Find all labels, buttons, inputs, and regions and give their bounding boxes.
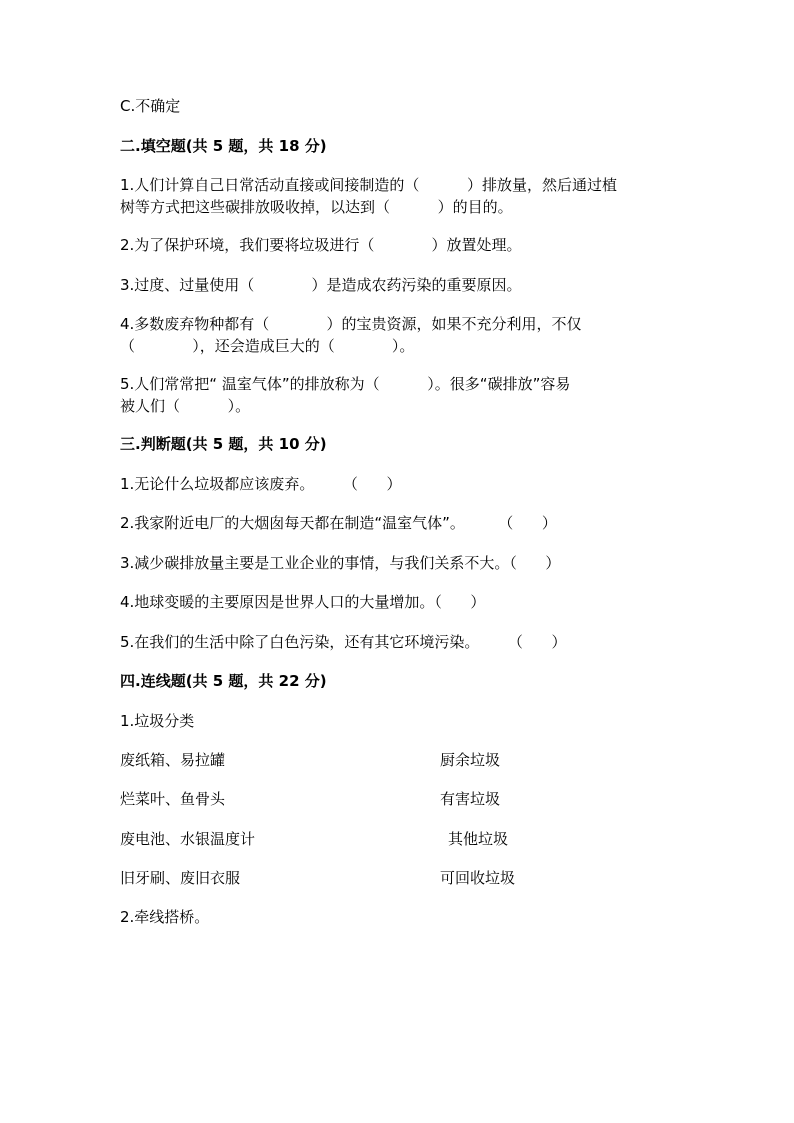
matching-left-item-1: 废纸箱、易拉罐 — [120, 751, 226, 769]
fill-question-3: 3.过度、过量使用（ ）是造成农药污染的重要原因。 — [120, 276, 522, 294]
judgement-question-5: 5.在我们的生活中除了白色污染，还有其它环境污染。 （ ） — [120, 633, 567, 651]
judgement-question-3: 3.减少碳排放量主要是工业企业的事情，与我们关系不大。（ ） — [120, 554, 561, 572]
previous-option-c: C.不确定 — [120, 97, 181, 115]
judgement-question-4: 4.地球变暖的主要原因是世界人口的大量增加。（ ） — [120, 593, 486, 611]
matching-right-item-3: 其他垃圾 — [448, 830, 509, 848]
fill-question-2: 2.为了保护环境，我们要将垃圾进行（ ）放置处理。 — [120, 236, 522, 254]
matching-right-item-1: 厨余垃圾 — [440, 751, 501, 769]
matching-question-2-title: 2.牵线搭桥。 — [120, 908, 210, 926]
section-matching-heading: 四.连线题(共 5 题，共 22 分) — [120, 672, 327, 690]
fill-question-1-line-2: 树等方式把这些碳排放吸收掉，以达到（ ）的目的。 — [120, 198, 513, 216]
judgement-question-2: 2.我家附近电厂的大烟囱每天都在制造“温室气体”。 （ ） — [120, 514, 557, 532]
fill-question-5-line-2: 被人们（ ）。 — [120, 397, 251, 415]
fill-question-4-line-1: 4.多数废弃物种都有（ ）的宝贵资源，如果不充分利用，不仅 — [120, 315, 582, 333]
matching-left-item-3: 废电池、水银温度计 — [120, 830, 256, 848]
judgement-question-1: 1.无论什么垃圾都应该废弃。 （ ） — [120, 475, 402, 493]
fill-question-4-line-2: （ ），还会造成巨大的（ ）。 — [120, 337, 415, 355]
matching-right-item-4: 可回收垃圾 — [440, 869, 516, 887]
section-fill-in-heading: 二.填空题(共 5 题，共 18 分) — [120, 137, 327, 155]
matching-right-item-2: 有害垃圾 — [440, 790, 501, 808]
fill-question-1-line-1: 1.人们计算自己日常活动直接或间接制造的（ ）排放量，然后通过植 — [120, 176, 617, 194]
matching-left-item-2: 烂菜叶、鱼骨头 — [120, 790, 226, 808]
matching-left-item-4: 旧牙刷、废旧衣服 — [120, 869, 241, 887]
section-judgement-heading: 三.判断题(共 5 题，共 10 分) — [120, 435, 327, 453]
fill-question-5-line-1: 5.人们常常把“ 温室气体”的排放称为（ ）。很多“碳排放”容易 — [120, 375, 571, 393]
matching-question-1-title: 1.垃圾分类 — [120, 712, 195, 730]
